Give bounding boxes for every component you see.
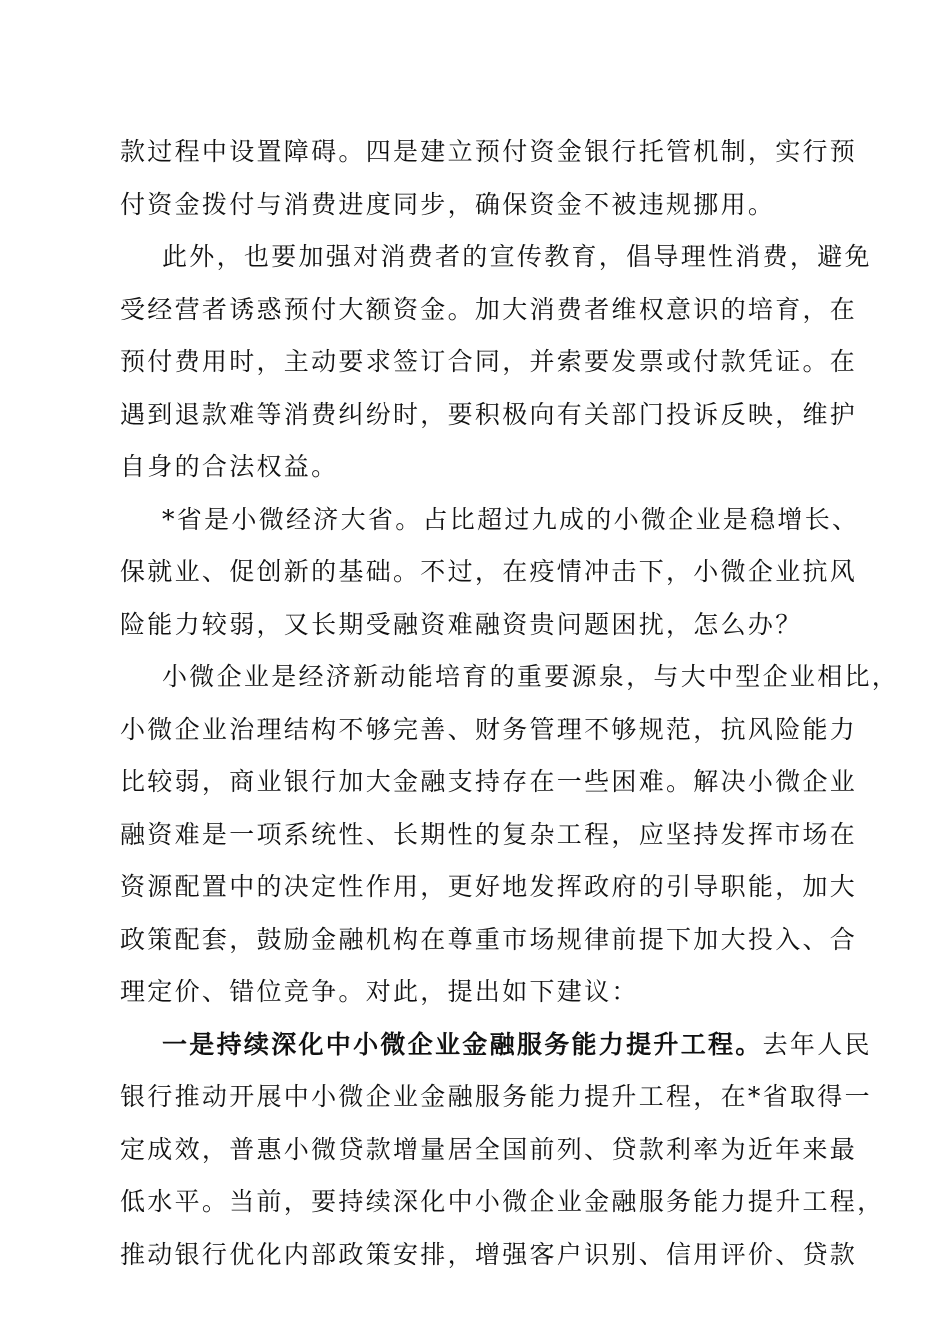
text-line: 款过程中设置障碍。四是建立预付资金银行托管机制，实行预 (120, 137, 858, 166)
text-line: 小微企业是经济新动能培育的重要源泉，与大中型企业相比， (162, 662, 900, 691)
text-line: 比较弱，商业银行加大金融支持存在一些困难。解决小微企业 (120, 767, 858, 796)
text-line: 此外，也要加强对消费者的宣传教育，倡导理性消费，避免 (162, 242, 872, 271)
paragraph (120, 1019, 885, 1282)
text-line: 受经营者诱惑预付大额资金。加大消费者维权意识的培育，在 (120, 294, 858, 324)
text-line: *省是小微经济大省。占比超过九成的小微企业是稳增长、 (162, 504, 860, 534)
paragraph (120, 651, 900, 1019)
text-line: 自身的合法权益。 (120, 452, 339, 481)
text-line: 保就业、促创新的基础。不过，在疫情冲击下，小微企业抗风 (120, 557, 858, 586)
text-line: 政策配套，鼓励金融机构在尊重市场规律前提下加大投入、合 (120, 924, 858, 954)
paragraph (120, 231, 872, 494)
text-line: 付资金拨付与消费进度同步，确保资金不被违规挪用。 (120, 189, 776, 219)
text-line: 理定价、错位竞争。对此，提出如下建议： (120, 977, 639, 1006)
paragraph (120, 126, 858, 231)
text-line: 小微企业治理结构不够完善、财务管理不够规范，抗风险能力 (120, 714, 858, 744)
text-line: 资源配置中的决定性作用，更好地发挥政府的引导职能，加大 (120, 872, 858, 901)
text-run: 去年人民 (762, 1029, 872, 1059)
paragraph (120, 494, 860, 652)
text-line: 预付费用时，主动要求签订合同，并索要发票或付款凭证。在 (120, 347, 858, 376)
text-line: 银行推动开展中小微企业金融服务能力提升工程，在*省取得一 (120, 1082, 872, 1111)
document-body (120, 126, 900, 1281)
text-line: 低水平。当前，要持续深化中小微企业金融服务能力提升工程， (120, 1187, 885, 1216)
text-line (120, 1019, 872, 1072)
text-line: 定成效，普惠小微贷款增量居全国前列、贷款利率为近年来最 (120, 1134, 858, 1164)
text-line: 遇到退款难等消费纠纷时，要积极向有关部门投诉反映，维护 (120, 399, 858, 429)
text-line: 险能力较弱，又长期受融资难融资贵问题困扰，怎么办？ (120, 609, 803, 639)
text-line: 推动银行优化内部政策安排，增强客户识别、信用评价、贷款 (120, 1239, 858, 1269)
bold-lead-text: 一是持续深化中小微企业金融服务能力提升工程。 (162, 1029, 763, 1059)
text-line: 融资难是一项系统性、长期性的复杂工程，应坚持发挥市场在 (120, 819, 858, 849)
